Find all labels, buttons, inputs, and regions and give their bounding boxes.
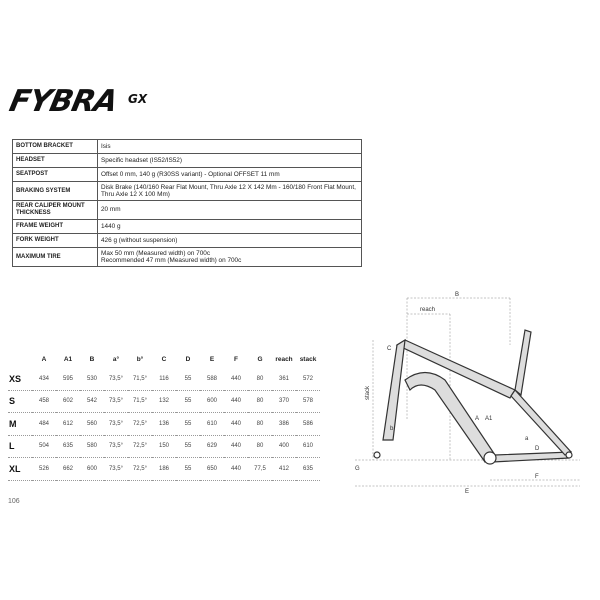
spec-row <box>13 154 362 168</box>
geometry-cell: 434 <box>32 368 56 390</box>
geometry-cell: 73,5° <box>104 413 128 436</box>
spec-value: Offset 0 mm, 140 g (R30SS variant) - Optional OFFSET 11 mm <box>98 168 362 182</box>
geometry-cell: 386 <box>272 413 296 436</box>
size-label: XS <box>8 368 32 390</box>
geometry-cell: 80 <box>248 368 272 390</box>
geometry-cell: 635 <box>56 435 80 458</box>
geometry-cell: 55 <box>176 413 200 436</box>
geometry-cell: 412 <box>272 458 296 481</box>
geometry-cell: 80 <box>248 413 272 436</box>
spec-label: SEATPOST <box>13 168 98 182</box>
spec-table <box>12 139 362 267</box>
size-header <box>8 350 32 368</box>
geometry-header: F <box>234 355 238 363</box>
geometry-cell: 600 <box>200 390 224 413</box>
geometry-cell: 440 <box>224 458 248 481</box>
geometry-cell: 73,5° <box>104 368 128 390</box>
geometry-cell: 80 <box>248 435 272 458</box>
size-label: L <box>8 435 32 458</box>
label-d: D <box>535 446 540 452</box>
geometry-cell: 400 <box>272 435 296 458</box>
geometry-header: E <box>209 355 215 363</box>
geometry-cell: 526 <box>32 458 56 481</box>
geometry-cell: 650 <box>200 458 224 481</box>
spec-label: HEADSET <box>13 154 98 168</box>
spec-value: 426 g (without suspension) <box>98 234 362 248</box>
geometry-cell: 132 <box>152 390 176 413</box>
geometry-cell: 662 <box>56 458 80 481</box>
spec-label: MAXIMUM TIRE <box>13 248 98 267</box>
geometry-header: reach <box>275 355 293 363</box>
geometry-cell: 578 <box>296 390 320 413</box>
geometry-cell: 80 <box>248 390 272 413</box>
geometry-cell: 55 <box>176 458 200 481</box>
size-label: XL <box>8 458 32 481</box>
geometry-cell: 150 <box>152 435 176 458</box>
geometry-cell: 542 <box>80 390 104 413</box>
geometry-row <box>8 413 320 436</box>
geometry-cell: 55 <box>176 435 200 458</box>
geometry-cell: 635 <box>296 458 320 481</box>
geometry-header: C <box>161 355 167 363</box>
geometry-table <box>8 350 320 481</box>
geometry-header: G <box>257 355 263 363</box>
geometry-cell: 560 <box>80 413 104 436</box>
geometry-cell: 72,5° <box>128 413 152 436</box>
geometry-cell: 71,5° <box>128 368 152 390</box>
geometry-cell: 600 <box>80 458 104 481</box>
geometry-cell: 73,5° <box>104 458 128 481</box>
spec-row <box>13 168 362 182</box>
geometry-cell: 73,5° <box>104 390 128 413</box>
spec-row <box>13 182 362 201</box>
geometry-cell: 602 <box>56 390 80 413</box>
geometry-cell: 440 <box>224 413 248 436</box>
spec-value: Disk Brake (140/160 Rear Flat Mount, Thru Axle 12 X 142 Mm - 160/180 Front Flat Mount, Thru Axle 12 X 100 Mm) <box>98 182 362 201</box>
label-a-angle: a <box>525 436 529 442</box>
geometry-cell: 588 <box>200 368 224 390</box>
geometry-header: a° <box>112 355 120 363</box>
geometry-cell: 610 <box>296 435 320 458</box>
geometry-header: B <box>89 355 95 363</box>
geometry-cell: 572 <box>296 368 320 390</box>
geometry-cell: 440 <box>224 435 248 458</box>
spec-value: Max 50 mm (Measured width) on 700c Recommended 47 mm (Measured width) on 700c <box>98 248 362 267</box>
spec-row <box>13 234 362 248</box>
label-f: F <box>535 474 539 480</box>
geometry-cell: 629 <box>200 435 224 458</box>
geometry-cell: 370 <box>272 390 296 413</box>
spec-value: Specific headset (IS52/IS52) <box>98 154 362 168</box>
geometry-cell: 55 <box>176 368 200 390</box>
label-a1: A1 <box>485 416 493 422</box>
label-a: A <box>475 416 480 422</box>
geometry-cell: 55 <box>176 390 200 413</box>
geometry-cell: 440 <box>224 368 248 390</box>
geometry-cell: 610 <box>200 413 224 436</box>
spec-row <box>13 140 362 154</box>
seatstay <box>511 390 571 455</box>
geometry-cell: 586 <box>296 413 320 436</box>
geometry-row <box>8 458 320 481</box>
spec-label: FRAME WEIGHT <box>13 220 98 234</box>
geometry-cell: 116 <box>152 368 176 390</box>
label-b: B <box>455 292 460 298</box>
size-label: M <box>8 413 32 436</box>
geometry-cell: 612 <box>56 413 80 436</box>
logo-main: FYBRA <box>6 84 121 119</box>
spec-label: REAR CALIPER MOUNT THICKNESS <box>13 201 98 220</box>
spec-row <box>13 220 362 234</box>
geometry-cell: 71,5° <box>128 390 152 413</box>
geometry-row <box>8 368 320 390</box>
spec-value: 1440 g <box>98 220 362 234</box>
geometry-cell: 530 <box>80 368 104 390</box>
page-number: 106 <box>8 498 20 505</box>
logo-sub: GX <box>128 92 148 106</box>
label-reach: reach <box>420 307 436 313</box>
geometry-header: A1 <box>63 355 73 363</box>
spec-label: FORK WEIGHT <box>13 234 98 248</box>
geometry-cell: 136 <box>152 413 176 436</box>
geometry-cell: 73,5° <box>104 435 128 458</box>
geometry-header: D <box>185 355 191 363</box>
label-stack: stack <box>365 385 371 400</box>
geometry-header: stack <box>299 355 317 363</box>
spec-value: Isis <box>98 140 362 154</box>
rear-axle <box>566 452 572 458</box>
head-tube-fork <box>383 340 405 440</box>
fybra-logo <box>6 84 170 124</box>
label-g: G <box>355 466 360 472</box>
geometry-header: b° <box>136 355 144 363</box>
geometry-header: A <box>41 355 47 363</box>
front-axle <box>374 452 380 458</box>
geometry-cell: 595 <box>56 368 80 390</box>
spec-row <box>13 201 362 220</box>
geometry-cell: 72,5° <box>128 435 152 458</box>
geometry-cell: 484 <box>32 413 56 436</box>
label-b-angle: b <box>390 426 394 432</box>
spec-label: BOTTOM BRACKET <box>13 140 98 154</box>
size-label: S <box>8 390 32 413</box>
seat-tube <box>515 330 531 395</box>
bottom-bracket <box>484 452 496 464</box>
chainstay <box>493 452 571 462</box>
geometry-cell: 440 <box>224 390 248 413</box>
geometry-cell: 458 <box>32 390 56 413</box>
geometry-cell: 77,5 <box>248 458 272 481</box>
top-tube <box>397 340 515 398</box>
spec-value: 20 mm <box>98 201 362 220</box>
geometry-header-row <box>8 350 320 368</box>
label-e: E <box>465 489 470 495</box>
frame-geometry-diagram <box>335 290 590 500</box>
geometry-cell: 361 <box>272 368 296 390</box>
geometry-cell: 186 <box>152 458 176 481</box>
spec-row <box>13 248 362 267</box>
geometry-cell: 72,5° <box>128 458 152 481</box>
geometry-cell: 580 <box>80 435 104 458</box>
spec-label: BRAKING SYSTEM <box>13 182 98 201</box>
geometry-cell: 504 <box>32 435 56 458</box>
label-c: C <box>387 346 392 352</box>
geometry-row <box>8 435 320 458</box>
geometry-row <box>8 390 320 413</box>
